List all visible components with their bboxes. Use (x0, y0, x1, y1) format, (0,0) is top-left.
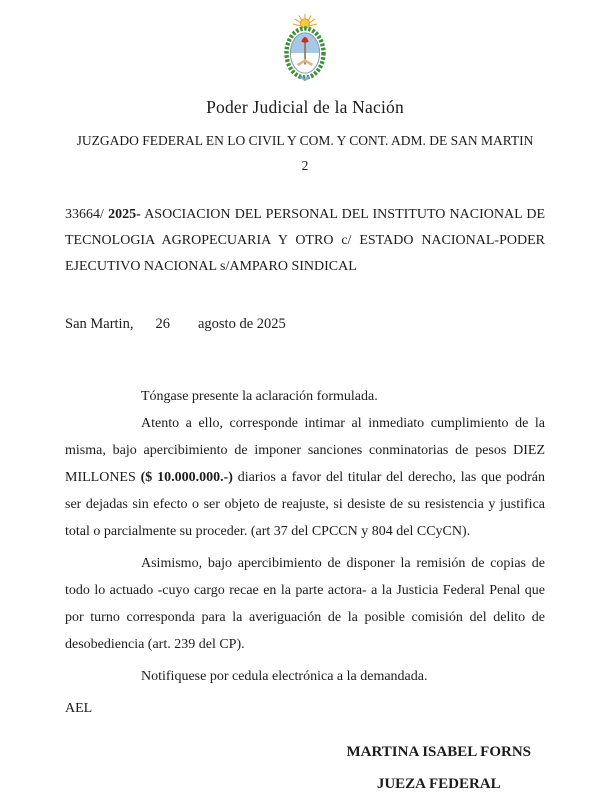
signature-inner (346, 736, 531, 800)
sanctions-text-pre: Atento a ello, corresponde intimar al inmediato cumplimiento de la misma, bajo apercibimiento de imponer sanciones conminatorias de pesos DIEZ MILLONES (65, 416, 545, 485)
paragraph-criminal-referral: Asimismo, bajo apercibimiento de disponer la remisión de copias de todo lo actuado -cuyo cargo recae en la parte actora- a la Justicia Federal Penal que por turno corresponda para la averiguación de la posible comisión del delito de desobediencia (art. 239 del CP). (65, 556, 545, 652)
page-title: Poder Judicial de la Nación (206, 97, 404, 117)
case-parties: ASOCIACION DEL PERSONAL DEL INSTITUTO NACIONAL DE TECNOLOGIA AGROPECUARIA Y OTRO c/ ESTADO NACIONAL-PODER EJECUTIVO NACIONAL s/AMPARO SINDICAL (65, 207, 545, 274)
dateline-month-year: agosto de 2025 (197, 316, 286, 332)
clerk-initials: AEL (65, 701, 93, 716)
dateline (65, 316, 545, 333)
sanction-amount: ($ 10.000.000.-) (140, 470, 233, 485)
paragraph-acknowledgement: Tóngase presente la aclaración formulada. (141, 389, 378, 404)
dateline-day: 26 (155, 316, 170, 332)
sanctions-text-post: diarios a favor del titular del derecho, las que podrán ser dejadas sin efecto o ser objeto de reajuste, si desiste de su resistencia y justifica total o parcialmente su proceder. (art 37 del CPCCN y 804 del CCyCN). (65, 470, 545, 539)
paragraph-sanctions (65, 410, 545, 545)
paragraph-notification: Notifiquese por cedula electrónica a la demandada. (141, 669, 428, 684)
resolution-body (65, 383, 545, 722)
case-number: 33664/ (65, 207, 104, 222)
judge-title: JUEZA FEDERAL (376, 776, 501, 792)
court-name: JUZGADO FEDERAL EN LO CIVIL Y COM. Y CONT. ADM. DE SAN MARTIN 2 (76, 133, 534, 173)
dateline-place: San Martin, (65, 316, 134, 332)
argentina-coat-of-arms-icon (65, 14, 545, 89)
signature-block (65, 736, 545, 800)
case-caption (65, 202, 545, 280)
judge-name: MARTINA ISABEL FORNS (346, 744, 531, 760)
case-year: 2025- (108, 207, 141, 222)
